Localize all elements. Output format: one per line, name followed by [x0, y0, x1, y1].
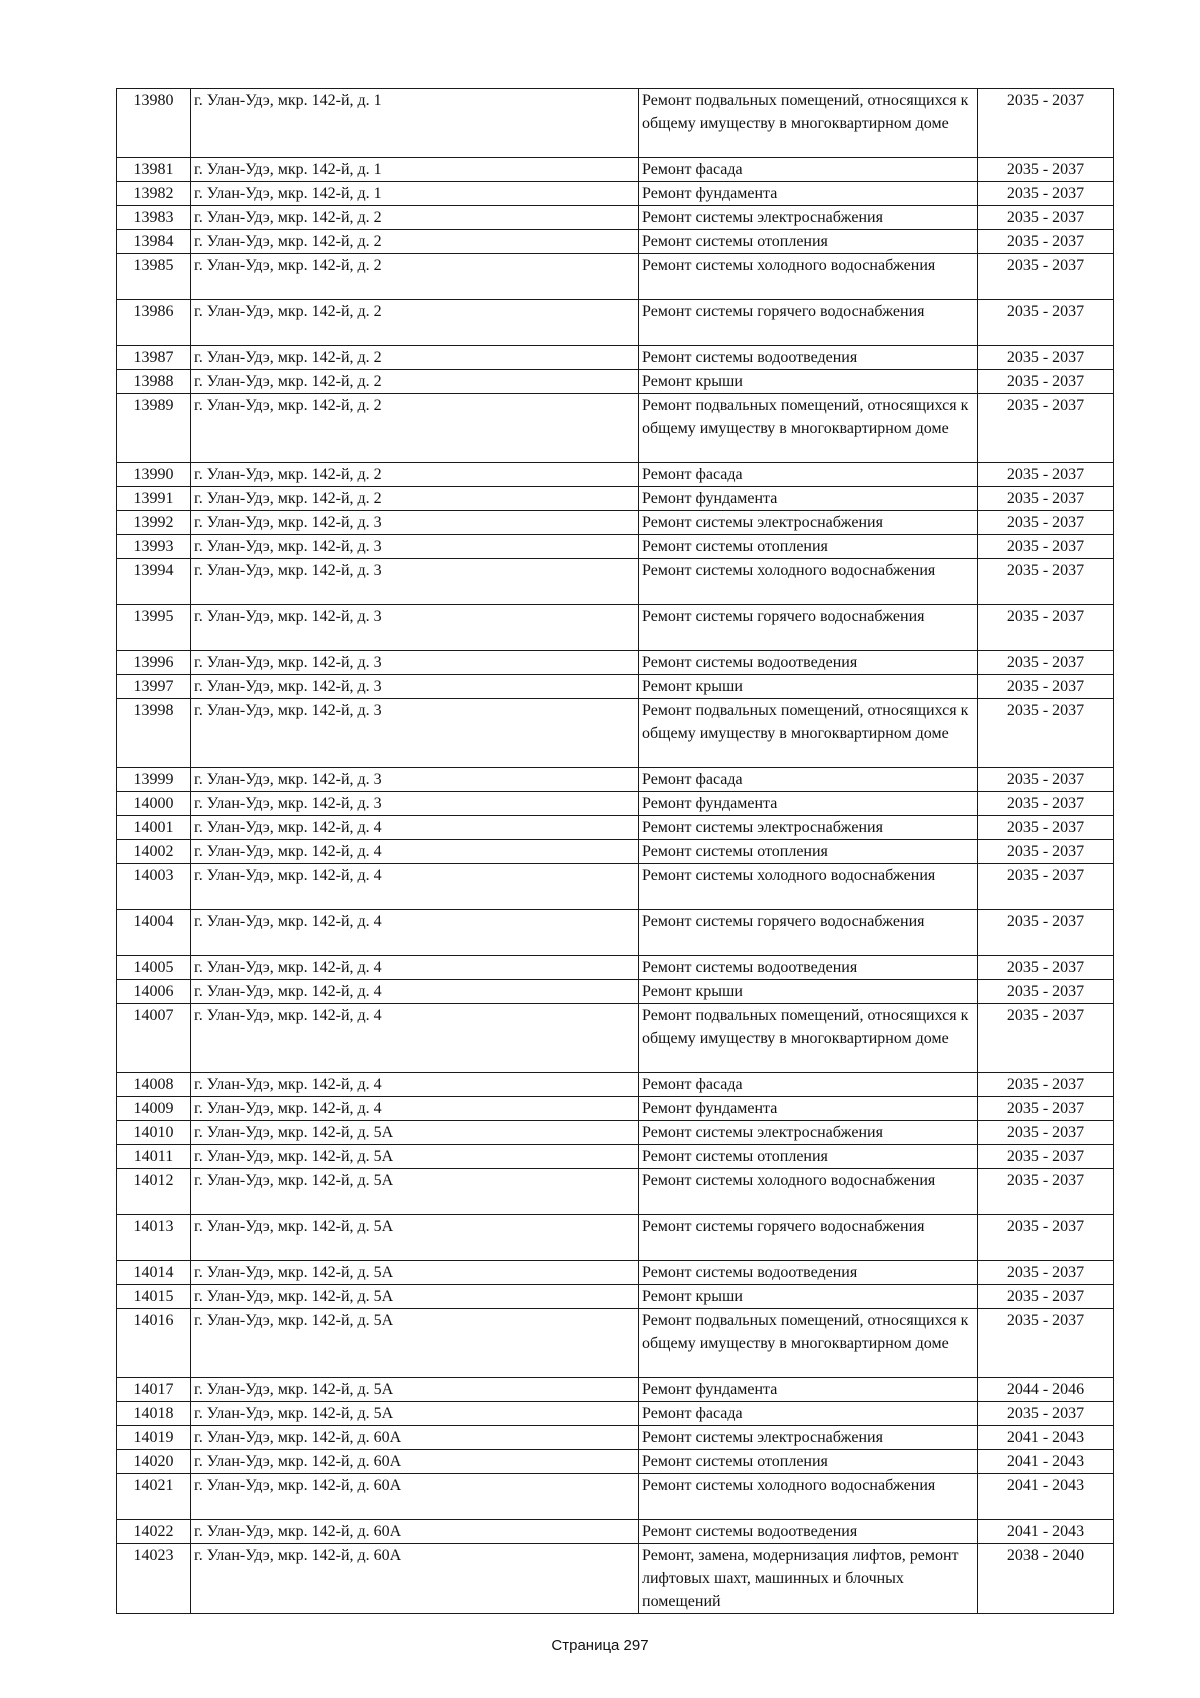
- work-type-cell: Ремонт крыши: [639, 370, 978, 394]
- address-cell: г. Улан-Удэ, мкр. 142-й, д. 5А: [191, 1121, 639, 1145]
- table-row: [117, 1426, 1114, 1450]
- table-row: [117, 1073, 1114, 1097]
- work-type-cell: Ремонт крыши: [639, 980, 978, 1004]
- address-cell: г. Улан-Удэ, мкр. 142-й, д. 60А: [191, 1450, 639, 1474]
- work-type-cell: Ремонт крыши: [639, 1285, 978, 1309]
- period-cell: 2035 - 2037: [978, 980, 1114, 1004]
- table-row: [117, 394, 1114, 463]
- period-cell: 2035 - 2037: [978, 816, 1114, 840]
- row-number-cell: 14018: [117, 1402, 191, 1426]
- row-number-cell: 13989: [117, 394, 191, 463]
- row-number-cell: 14019: [117, 1426, 191, 1450]
- work-type-cell: Ремонт системы электроснабжения: [639, 206, 978, 230]
- table-row: [117, 1520, 1114, 1544]
- period-cell: 2035 - 2037: [978, 1285, 1114, 1309]
- table-row: [117, 605, 1114, 651]
- address-cell: г. Улан-Удэ, мкр. 142-й, д. 60А: [191, 1426, 639, 1450]
- period-cell: 2035 - 2037: [978, 158, 1114, 182]
- row-number-cell: 13987: [117, 346, 191, 370]
- table-row: [117, 1145, 1114, 1169]
- table-row: [117, 816, 1114, 840]
- table-row: [117, 1450, 1114, 1474]
- address-cell: г. Улан-Удэ, мкр. 142-й, д. 4: [191, 1097, 639, 1121]
- period-cell: 2035 - 2037: [978, 300, 1114, 346]
- work-type-cell: Ремонт фасада: [639, 1073, 978, 1097]
- table-row: [117, 1121, 1114, 1145]
- row-number-cell: 13997: [117, 675, 191, 699]
- row-number-cell: 14004: [117, 910, 191, 956]
- address-cell: г. Улан-Удэ, мкр. 142-й, д. 3: [191, 699, 639, 768]
- row-number-cell: 13982: [117, 182, 191, 206]
- period-cell: 2035 - 2037: [978, 910, 1114, 956]
- period-cell: 2035 - 2037: [978, 182, 1114, 206]
- period-cell: 2035 - 2037: [978, 675, 1114, 699]
- work-type-cell: Ремонт системы холодного водоснабжения: [639, 864, 978, 910]
- table-row: [117, 254, 1114, 300]
- work-type-cell: Ремонт подвальных помещений, относящихся к общему имуществу в многоквартирном доме: [639, 1309, 978, 1378]
- period-cell: 2035 - 2037: [978, 651, 1114, 675]
- row-number-cell: 14010: [117, 1121, 191, 1145]
- period-cell: 2035 - 2037: [978, 487, 1114, 511]
- address-cell: г. Улан-Удэ, мкр. 142-й, д. 3: [191, 651, 639, 675]
- address-cell: г. Улан-Удэ, мкр. 142-й, д. 5А: [191, 1378, 639, 1402]
- period-cell: 2035 - 2037: [978, 394, 1114, 463]
- table-row: [117, 206, 1114, 230]
- work-type-cell: Ремонт фундамента: [639, 1378, 978, 1402]
- row-number-cell: 14017: [117, 1378, 191, 1402]
- table-row: [117, 1215, 1114, 1261]
- period-cell: 2035 - 2037: [978, 1145, 1114, 1169]
- period-cell: 2041 - 2043: [978, 1450, 1114, 1474]
- address-cell: г. Улан-Удэ, мкр. 142-й, д. 4: [191, 910, 639, 956]
- row-number-cell: 13980: [117, 89, 191, 158]
- table-row: [117, 956, 1114, 980]
- table-row: [117, 980, 1114, 1004]
- table-row: [117, 792, 1114, 816]
- table-row: [117, 559, 1114, 605]
- row-number-cell: 14005: [117, 956, 191, 980]
- row-number-cell: 14002: [117, 840, 191, 864]
- work-type-cell: Ремонт системы водоотведения: [639, 956, 978, 980]
- address-cell: г. Улан-Удэ, мкр. 142-й, д. 4: [191, 956, 639, 980]
- work-type-cell: Ремонт подвальных помещений, относящихся к общему имуществу в многоквартирном доме: [639, 1004, 978, 1073]
- table-row: [117, 89, 1114, 158]
- work-type-cell: Ремонт системы водоотведения: [639, 651, 978, 675]
- work-type-cell: Ремонт, замена, модернизация лифтов, ремонт лифтовых шахт, машинных и блочных помещений: [639, 1544, 978, 1614]
- work-type-cell: Ремонт системы отопления: [639, 840, 978, 864]
- address-cell: г. Улан-Удэ, мкр. 142-й, д. 3: [191, 559, 639, 605]
- work-type-cell: Ремонт системы холодного водоснабжения: [639, 1169, 978, 1215]
- row-number-cell: 13988: [117, 370, 191, 394]
- period-cell: 2035 - 2037: [978, 206, 1114, 230]
- period-cell: 2035 - 2037: [978, 1261, 1114, 1285]
- address-cell: г. Улан-Удэ, мкр. 142-й, д. 2: [191, 206, 639, 230]
- address-cell: г. Улан-Удэ, мкр. 142-й, д. 1: [191, 182, 639, 206]
- work-type-cell: Ремонт фундамента: [639, 1097, 978, 1121]
- work-type-cell: Ремонт системы электроснабжения: [639, 511, 978, 535]
- table-row: [117, 300, 1114, 346]
- address-cell: г. Улан-Удэ, мкр. 142-й, д. 4: [191, 980, 639, 1004]
- period-cell: 2035 - 2037: [978, 1309, 1114, 1378]
- address-cell: г. Улан-Удэ, мкр. 142-й, д. 3: [191, 511, 639, 535]
- period-cell: 2035 - 2037: [978, 1402, 1114, 1426]
- row-number-cell: 14011: [117, 1145, 191, 1169]
- period-cell: 2035 - 2037: [978, 370, 1114, 394]
- table-row: [117, 463, 1114, 487]
- address-cell: г. Улан-Удэ, мкр. 142-й, д. 2: [191, 487, 639, 511]
- row-number-cell: 14000: [117, 792, 191, 816]
- table-row: [117, 1378, 1114, 1402]
- address-cell: г. Улан-Удэ, мкр. 142-й, д. 5А: [191, 1215, 639, 1261]
- address-cell: г. Улан-Удэ, мкр. 142-й, д. 4: [191, 864, 639, 910]
- row-number-cell: 14022: [117, 1520, 191, 1544]
- table-row: [117, 651, 1114, 675]
- row-number-cell: 14008: [117, 1073, 191, 1097]
- table-row: [117, 699, 1114, 768]
- address-cell: г. Улан-Удэ, мкр. 142-й, д. 60А: [191, 1474, 639, 1520]
- work-type-cell: Ремонт системы электроснабжения: [639, 1121, 978, 1145]
- period-cell: 2035 - 2037: [978, 254, 1114, 300]
- address-cell: г. Улан-Удэ, мкр. 142-й, д. 2: [191, 394, 639, 463]
- address-cell: г. Улан-Удэ, мкр. 142-й, д. 60А: [191, 1520, 639, 1544]
- address-cell: г. Улан-Удэ, мкр. 142-й, д. 4: [191, 1004, 639, 1073]
- table-row: [117, 1261, 1114, 1285]
- address-cell: г. Улан-Удэ, мкр. 142-й, д. 60А: [191, 1544, 639, 1614]
- row-number-cell: 14007: [117, 1004, 191, 1073]
- address-cell: г. Улан-Удэ, мкр. 142-й, д. 5А: [191, 1145, 639, 1169]
- table-row: [117, 158, 1114, 182]
- table-row: [117, 487, 1114, 511]
- page-number: Страница 297: [551, 1637, 649, 1654]
- address-cell: г. Улан-Удэ, мкр. 142-й, д. 4: [191, 1073, 639, 1097]
- table-row: [117, 1285, 1114, 1309]
- period-cell: 2035 - 2037: [978, 768, 1114, 792]
- row-number-cell: 13998: [117, 699, 191, 768]
- table-body: [117, 89, 1114, 1614]
- table-row: [117, 535, 1114, 559]
- address-cell: г. Улан-Удэ, мкр. 142-й, д. 3: [191, 675, 639, 699]
- row-number-cell: 14016: [117, 1309, 191, 1378]
- row-number-cell: 13991: [117, 487, 191, 511]
- period-cell: 2035 - 2037: [978, 864, 1114, 910]
- row-number-cell: 13990: [117, 463, 191, 487]
- work-type-cell: Ремонт системы водоотведения: [639, 346, 978, 370]
- work-type-cell: Ремонт системы электроснабжения: [639, 816, 978, 840]
- address-cell: г. Улан-Удэ, мкр. 142-й, д. 5А: [191, 1402, 639, 1426]
- work-type-cell: Ремонт системы горячего водоснабжения: [639, 910, 978, 956]
- address-cell: г. Улан-Удэ, мкр. 142-й, д. 1: [191, 89, 639, 158]
- address-cell: г. Улан-Удэ, мкр. 142-й, д. 5А: [191, 1309, 639, 1378]
- row-number-cell: 13994: [117, 559, 191, 605]
- period-cell: 2041 - 2043: [978, 1426, 1114, 1450]
- row-number-cell: 13995: [117, 605, 191, 651]
- work-type-cell: Ремонт системы отопления: [639, 230, 978, 254]
- table-row: [117, 1309, 1114, 1378]
- work-type-cell: Ремонт системы водоотведения: [639, 1261, 978, 1285]
- work-type-cell: Ремонт подвальных помещений, относящихся к общему имуществу в многоквартирном доме: [639, 394, 978, 463]
- work-type-cell: Ремонт подвальных помещений, относящихся к общему имуществу в многоквартирном доме: [639, 699, 978, 768]
- work-type-cell: Ремонт фасада: [639, 1402, 978, 1426]
- work-type-cell: Ремонт системы водоотведения: [639, 1520, 978, 1544]
- work-type-cell: Ремонт системы горячего водоснабжения: [639, 605, 978, 651]
- row-number-cell: 13981: [117, 158, 191, 182]
- address-cell: г. Улан-Удэ, мкр. 142-й, д. 2: [191, 463, 639, 487]
- period-cell: 2035 - 2037: [978, 1004, 1114, 1073]
- table-row: [117, 840, 1114, 864]
- period-cell: 2035 - 2037: [978, 511, 1114, 535]
- address-cell: г. Улан-Удэ, мкр. 142-й, д. 5А: [191, 1169, 639, 1215]
- work-type-cell: Ремонт системы горячего водоснабжения: [639, 1215, 978, 1261]
- period-cell: 2035 - 2037: [978, 1097, 1114, 1121]
- address-cell: г. Улан-Удэ, мкр. 142-й, д. 1: [191, 158, 639, 182]
- period-cell: 2035 - 2037: [978, 463, 1114, 487]
- table-row: [117, 1544, 1114, 1614]
- work-type-cell: Ремонт системы отопления: [639, 1145, 978, 1169]
- work-type-cell: Ремонт крыши: [639, 675, 978, 699]
- row-number-cell: 13999: [117, 768, 191, 792]
- period-cell: 2035 - 2037: [978, 1169, 1114, 1215]
- period-cell: 2035 - 2037: [978, 89, 1114, 158]
- period-cell: 2035 - 2037: [978, 699, 1114, 768]
- period-cell: 2044 - 2046: [978, 1378, 1114, 1402]
- address-cell: г. Улан-Удэ, мкр. 142-й, д. 3: [191, 535, 639, 559]
- table-row: [117, 675, 1114, 699]
- period-cell: 2035 - 2037: [978, 1215, 1114, 1261]
- row-number-cell: 14021: [117, 1474, 191, 1520]
- row-number-cell: 14014: [117, 1261, 191, 1285]
- table-row: [117, 910, 1114, 956]
- row-number-cell: 13996: [117, 651, 191, 675]
- row-number-cell: 14015: [117, 1285, 191, 1309]
- period-cell: 2041 - 2043: [978, 1520, 1114, 1544]
- row-number-cell: 14001: [117, 816, 191, 840]
- row-number-cell: 13985: [117, 254, 191, 300]
- row-number-cell: 14013: [117, 1215, 191, 1261]
- table-row: [117, 230, 1114, 254]
- work-type-cell: Ремонт фасада: [639, 768, 978, 792]
- period-cell: 2035 - 2037: [978, 559, 1114, 605]
- work-type-cell: Ремонт системы холодного водоснабжения: [639, 254, 978, 300]
- row-number-cell: 14020: [117, 1450, 191, 1474]
- table-row: [117, 768, 1114, 792]
- address-cell: г. Улан-Удэ, мкр. 142-й, д. 2: [191, 300, 639, 346]
- row-number-cell: 13983: [117, 206, 191, 230]
- table-row: [117, 182, 1114, 206]
- row-number-cell: 13993: [117, 535, 191, 559]
- period-cell: 2035 - 2037: [978, 1073, 1114, 1097]
- table-row: [117, 1004, 1114, 1073]
- work-type-cell: Ремонт системы холодного водоснабжения: [639, 559, 978, 605]
- work-type-cell: Ремонт системы горячего водоснабжения: [639, 300, 978, 346]
- period-cell: 2038 - 2040: [978, 1544, 1114, 1614]
- table-row: [117, 370, 1114, 394]
- work-type-cell: Ремонт подвальных помещений, относящихся к общему имуществу в многоквартирном доме: [639, 89, 978, 158]
- work-type-cell: Ремонт фундамента: [639, 487, 978, 511]
- repair-schedule-table: [116, 88, 1114, 1614]
- address-cell: г. Улан-Удэ, мкр. 142-й, д. 4: [191, 816, 639, 840]
- address-cell: г. Улан-Удэ, мкр. 142-й, д. 4: [191, 840, 639, 864]
- row-number-cell: 14003: [117, 864, 191, 910]
- work-type-cell: Ремонт системы отопления: [639, 1450, 978, 1474]
- table-row: [117, 1402, 1114, 1426]
- address-cell: г. Улан-Удэ, мкр. 142-й, д. 2: [191, 370, 639, 394]
- period-cell: 2035 - 2037: [978, 840, 1114, 864]
- address-cell: г. Улан-Удэ, мкр. 142-й, д. 5А: [191, 1261, 639, 1285]
- work-type-cell: Ремонт фасада: [639, 463, 978, 487]
- period-cell: 2035 - 2037: [978, 535, 1114, 559]
- table-row: [117, 1097, 1114, 1121]
- work-type-cell: Ремонт фундамента: [639, 792, 978, 816]
- period-cell: 2041 - 2043: [978, 1474, 1114, 1520]
- address-cell: г. Улан-Удэ, мкр. 142-й, д. 5А: [191, 1285, 639, 1309]
- row-number-cell: 14009: [117, 1097, 191, 1121]
- work-type-cell: Ремонт системы отопления: [639, 535, 978, 559]
- work-type-cell: Ремонт системы электроснабжения: [639, 1426, 978, 1450]
- period-cell: 2035 - 2037: [978, 230, 1114, 254]
- address-cell: г. Улан-Удэ, мкр. 142-й, д. 2: [191, 230, 639, 254]
- period-cell: 2035 - 2037: [978, 346, 1114, 370]
- address-cell: г. Улан-Удэ, мкр. 142-й, д. 3: [191, 605, 639, 651]
- table-row: [117, 864, 1114, 910]
- table-row: [117, 1474, 1114, 1520]
- address-cell: г. Улан-Удэ, мкр. 142-й, д. 3: [191, 768, 639, 792]
- period-cell: 2035 - 2037: [978, 956, 1114, 980]
- row-number-cell: 13986: [117, 300, 191, 346]
- row-number-cell: 14006: [117, 980, 191, 1004]
- table-row: [117, 1169, 1114, 1215]
- table-row: [117, 346, 1114, 370]
- work-type-cell: Ремонт системы холодного водоснабжения: [639, 1474, 978, 1520]
- address-cell: г. Улан-Удэ, мкр. 142-й, д. 2: [191, 254, 639, 300]
- row-number-cell: 14012: [117, 1169, 191, 1215]
- work-type-cell: Ремонт фундамента: [639, 182, 978, 206]
- row-number-cell: 13984: [117, 230, 191, 254]
- table-row: [117, 511, 1114, 535]
- period-cell: 2035 - 2037: [978, 605, 1114, 651]
- row-number-cell: 13992: [117, 511, 191, 535]
- row-number-cell: 14023: [117, 1544, 191, 1614]
- address-cell: г. Улан-Удэ, мкр. 142-й, д. 2: [191, 346, 639, 370]
- period-cell: 2035 - 2037: [978, 1121, 1114, 1145]
- address-cell: г. Улан-Удэ, мкр. 142-й, д. 3: [191, 792, 639, 816]
- work-type-cell: Ремонт фасада: [639, 158, 978, 182]
- period-cell: 2035 - 2037: [978, 792, 1114, 816]
